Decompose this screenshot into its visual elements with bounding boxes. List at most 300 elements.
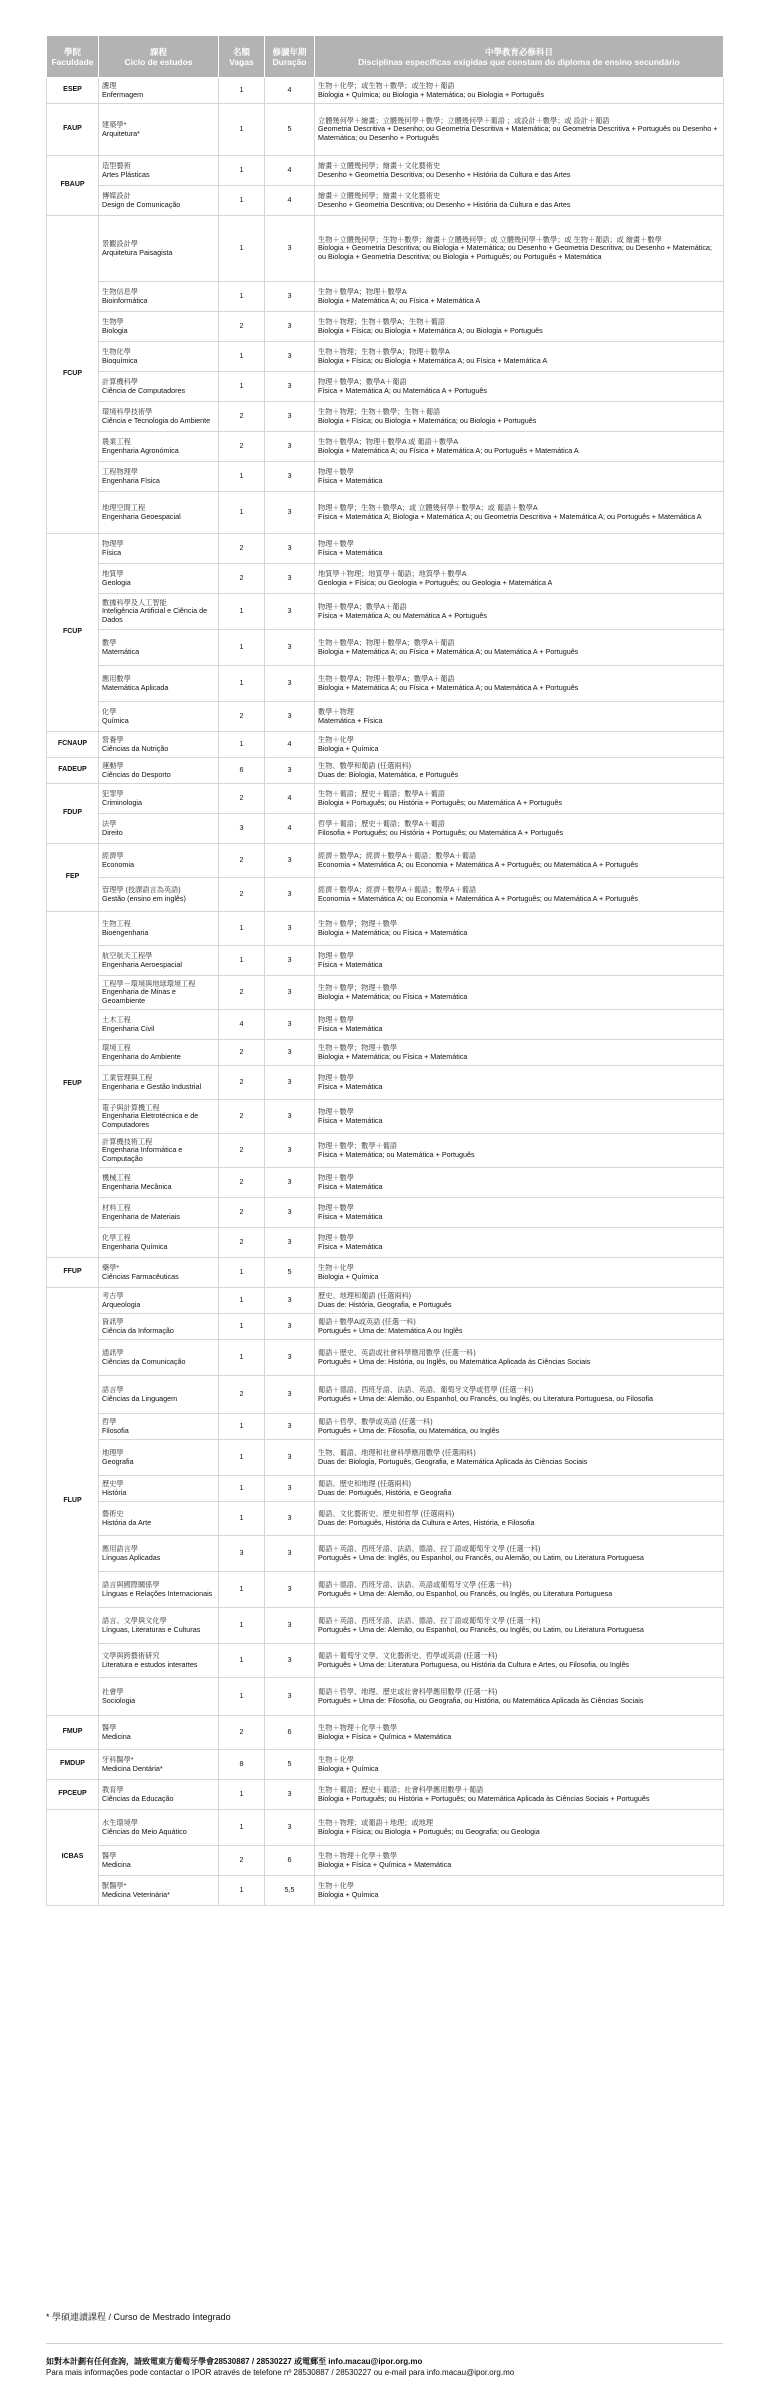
course-name-pt: Matemática Aplicada	[102, 683, 169, 692]
table-row	[47, 946, 724, 976]
course-name-zh: 犯罪學	[102, 789, 124, 798]
course-cell	[99, 1846, 219, 1876]
course-cell	[99, 156, 219, 186]
vacancies-cell: 3	[219, 814, 265, 844]
course-cell	[99, 844, 219, 878]
course-name-zh: 生物工程	[102, 919, 131, 928]
vacancies-cell: 1	[219, 282, 265, 312]
course-name-pt: Bioinformática	[102, 296, 148, 305]
course-name-pt: Biologia	[102, 326, 128, 335]
course-cell	[99, 432, 219, 462]
disciplines-pt: Biologia + Física + Química + Matemática	[318, 1860, 452, 1869]
course-name-pt: Medicina Veterinária*	[102, 1890, 170, 1899]
disciplines-pt: Economia + Matemática A; ou Economia + Matemática A + Português; ou Matemática A + Português	[318, 894, 639, 903]
disciplines-pt: Desenho + Geometria Descritiva; ou Desenho + História da Cultura e das Artes	[318, 170, 571, 179]
disciplines-pt: Biologia + Matemática A; ou Física + Matemática A; ou Matemática A + Português	[318, 647, 579, 656]
disciplines-pt: Filosofia + Português; ou História + Português; ou Matemática A + Português	[318, 828, 564, 837]
header-faculty: 學院 Faculdade	[47, 36, 99, 78]
table-row	[47, 702, 724, 732]
course-cell	[99, 372, 219, 402]
course-cell	[99, 702, 219, 732]
duration-cell: 5	[265, 104, 315, 156]
vacancies-cell: 2	[219, 976, 265, 1010]
disciplines-zh: 葡語＋德語、西班牙語、法語、英語或葡萄牙文學 (任選一科)	[318, 1580, 512, 1589]
course-cell	[99, 1414, 219, 1440]
disciplines-cell	[315, 534, 724, 564]
disciplines-cell	[315, 1846, 724, 1876]
vacancies-cell: 1	[219, 912, 265, 946]
disciplines-cell	[315, 1340, 724, 1376]
table-row	[47, 432, 724, 462]
disciplines-zh: 生物＋物理；生物＋數學；生物＋葡語	[318, 407, 441, 416]
disciplines-zh: 數學＋物理	[318, 707, 354, 716]
table-row	[47, 1258, 724, 1288]
disciplines-pt: Desenho + Geometria Descritiva; ou Desenho + História da Cultura e das Artes	[318, 200, 571, 209]
table-row	[47, 1228, 724, 1258]
course-name-pt: Engenharia do Ambiente	[102, 1052, 181, 1061]
course-name-zh: 生物化學	[102, 347, 131, 356]
course-name-zh: 計算機科學	[102, 377, 138, 386]
duration-cell: 3	[265, 1414, 315, 1440]
disciplines-pt: Português + Uma de: Inglês, ou Espanhol, ou Francês, ou Alemão, ou Latim, ou Literatura Portuguesa	[318, 1553, 644, 1562]
disciplines-pt: Biologia + Português; ou História + Português; ou Matemática A + Português	[318, 798, 562, 807]
vacancies-cell: 2	[219, 844, 265, 878]
course-cell	[99, 878, 219, 912]
faculty-cell: FAUP	[47, 104, 99, 156]
duration-cell: 3	[265, 1678, 315, 1716]
course-cell	[99, 1198, 219, 1228]
course-name-pt: Engenharia Agronómica	[102, 446, 179, 455]
course-name-pt: Ciências do Meio Aquático	[102, 1827, 187, 1836]
course-name-pt: Enfermagem	[102, 90, 144, 99]
disciplines-cell	[315, 1608, 724, 1644]
disciplines-cell	[315, 844, 724, 878]
course-name-zh: 護理	[102, 81, 117, 90]
disciplines-zh: 生物＋數學A；物理＋數學A；數學A＋葡語	[318, 674, 455, 683]
vacancies-cell: 2	[219, 402, 265, 432]
course-cell	[99, 1876, 219, 1906]
disciplines-pt: Biologia + Geometria Descritiva; ou Biologia + Matemática; ou Desenho + Geometria Descritiva; ou Desenho + Matemática; ou Biologia + Geometria Descritiva; ou Biologia + Português; ou Português + Matemática	[318, 244, 712, 261]
course-cell	[99, 758, 219, 784]
course-name-pt: Gestão (ensino em inglês)	[102, 894, 186, 903]
course-cell	[99, 216, 219, 282]
table-row	[47, 1876, 724, 1906]
table-row	[47, 912, 724, 946]
course-cell	[99, 1376, 219, 1414]
duration-cell: 3	[265, 666, 315, 702]
table-row	[47, 1340, 724, 1376]
disciplines-zh: 哲學＋葡語；歷史＋葡語；數學A＋葡語	[318, 819, 445, 828]
contact-info	[46, 2356, 514, 2378]
table-row	[47, 1040, 724, 1066]
disciplines-cell	[315, 1134, 724, 1168]
disciplines-zh: 葡語＋哲學、數學或英語 (任選一科)	[318, 1417, 433, 1426]
disciplines-cell	[315, 1440, 724, 1476]
disciplines-pt: Duas de: Português, História, e Geografia	[318, 1488, 452, 1497]
table-row	[47, 1810, 724, 1846]
course-name-zh: 資訊學	[102, 1317, 124, 1326]
disciplines-pt: Biologia + Matemática A; ou Física + Matemática A; ou Português + Matemática A	[318, 446, 579, 455]
disciplines-cell	[315, 282, 724, 312]
disciplines-pt: Física + Matemática	[318, 1116, 383, 1125]
disciplines-zh: 生物＋化學	[318, 1755, 354, 1764]
course-name-pt: Engenharia Física	[102, 476, 160, 485]
course-name-zh: 傳媒設計	[102, 191, 131, 200]
table-row	[47, 1288, 724, 1314]
vacancies-cell: 1	[219, 1414, 265, 1440]
vacancies-cell: 2	[219, 564, 265, 594]
course-name-zh: 藝術史	[102, 1509, 124, 1518]
disciplines-cell	[315, 594, 724, 630]
disciplines-pt: Física + Matemática; ou Matemática + Português	[318, 1150, 475, 1159]
course-name-zh: 計算機技術工程	[102, 1137, 153, 1146]
course-cell	[99, 78, 219, 104]
disciplines-pt: Biologia + Física; ou Biologia + Matemática A; ou Física + Matemática A	[318, 356, 548, 365]
disciplines-pt: Biologia + Matemática A; ou Física + Matemática A; ou Matemática A + Português	[318, 683, 579, 692]
disciplines-cell	[315, 372, 724, 402]
course-cell	[99, 1678, 219, 1716]
disciplines-pt: Português + Uma de: Literatura Portuguesa, ou História da Cultura e Artes, ou Filosofia, ou Inglês	[318, 1660, 630, 1669]
course-name-pt: Arqueologia	[102, 1300, 141, 1309]
course-name-pt: Ciência de Computadores	[102, 386, 186, 395]
disciplines-cell	[315, 1780, 724, 1810]
disciplines-zh: 生物＋物理；生物＋數學A；生物＋葡語	[318, 317, 445, 326]
disciplines-pt: Biologia + Matemática; ou Física + Matemática	[318, 1052, 468, 1061]
vacancies-cell: 1	[219, 1288, 265, 1314]
course-name-pt: Ciências da Linguagem	[102, 1394, 178, 1403]
vacancies-cell: 1	[219, 78, 265, 104]
disciplines-zh: 生物＋數學；物理＋數學	[318, 1043, 398, 1052]
course-name-pt: Medicina	[102, 1860, 131, 1869]
disciplines-cell	[315, 1476, 724, 1502]
duration-cell: 4	[265, 732, 315, 758]
table-row	[47, 844, 724, 878]
course-name-zh: 醫學	[102, 1851, 117, 1860]
course-cell	[99, 946, 219, 976]
disciplines-zh: 生物＋物理；或葡語＋地理；或地理	[318, 1818, 434, 1827]
disciplines-cell	[315, 1228, 724, 1258]
duration-cell: 4	[265, 814, 315, 844]
faculty-cell: FFUP	[47, 1258, 99, 1288]
disciplines-cell	[315, 1066, 724, 1100]
vacancies-cell: 1	[219, 104, 265, 156]
disciplines-pt: Biologia + Física; ou Biologia + Português; ou Geografia; ou Geologia	[318, 1827, 540, 1836]
contact-pt: Para mais informações pode contactar o IPOR através de telefone nº 28530887 / 28530227 ou e-mail para info.macau@ipor.org.mo	[46, 2368, 515, 2377]
course-cell	[99, 732, 219, 758]
faculty-cell: ESEP	[47, 78, 99, 104]
course-name-pt: Engenharia de Materiais	[102, 1212, 180, 1221]
table-row	[47, 732, 724, 758]
faculty-cell: ICBAS	[47, 1810, 99, 1906]
disciplines-pt: Física + Matemática	[318, 548, 383, 557]
disciplines-cell	[315, 1010, 724, 1040]
table-row	[47, 758, 724, 784]
disciplines-pt: Biologia + Física; ou Biologia + Matemática A; ou Biologia + Português	[318, 326, 543, 335]
table-row	[47, 878, 724, 912]
vacancies-cell: 2	[219, 1066, 265, 1100]
disciplines-cell	[315, 1376, 724, 1414]
disciplines-pt: Física + Matemática	[318, 1242, 383, 1251]
course-name-zh: 運動學	[102, 761, 124, 770]
disciplines-cell	[315, 462, 724, 492]
course-name-pt: Filosofia	[102, 1426, 129, 1435]
duration-cell: 3	[265, 1010, 315, 1040]
table-row	[47, 492, 724, 534]
disciplines-zh: 葡語＋葡萄牙文學、文化藝術史、哲學或英語 (任選一科)	[318, 1651, 498, 1660]
course-cell	[99, 1440, 219, 1476]
disciplines-cell	[315, 702, 724, 732]
faculty-cell: FEUP	[47, 912, 99, 1258]
table-row	[47, 1608, 724, 1644]
duration-cell: 3	[265, 912, 315, 946]
course-name-pt: Bioquímica	[102, 356, 138, 365]
table-row	[47, 156, 724, 186]
faculty-cell: FADEUP	[47, 758, 99, 784]
table-row	[47, 784, 724, 814]
course-cell	[99, 1716, 219, 1750]
disciplines-zh: 葡語＋英語、西班牙語、法語、德語、拉丁語或葡萄牙文學 (任選一科)	[318, 1544, 541, 1553]
disciplines-pt: Física + Matemática	[318, 1024, 383, 1033]
header-course: 課程 Ciclo de estudos	[99, 36, 219, 78]
course-name-pt: Ciência da Informação	[102, 1326, 174, 1335]
course-name-zh: 電子與計算機工程	[102, 1103, 160, 1112]
course-cell	[99, 976, 219, 1010]
disciplines-zh: 生物＋物理；生物＋數學A；物理＋數學A	[318, 347, 450, 356]
table-row	[47, 1134, 724, 1168]
disciplines-cell	[315, 1644, 724, 1678]
course-name-zh: 歷史學	[102, 1479, 124, 1488]
disciplines-zh: 物理＋數學A；數學A＋葡語	[318, 377, 407, 386]
duration-cell: 3	[265, 1100, 315, 1134]
course-cell	[99, 1258, 219, 1288]
disciplines-zh: 經濟＋數學A；經濟＋數學A＋葡語；數學A＋葡語	[318, 851, 477, 860]
vacancies-cell: 2	[219, 1228, 265, 1258]
disciplines-cell	[315, 1750, 724, 1780]
disciplines-zh: 生物＋數學A；物理＋數學A 或 葡語＋數學A	[318, 437, 459, 446]
vacancies-cell: 1	[219, 1678, 265, 1716]
disciplines-cell	[315, 1040, 724, 1066]
course-name-zh: 建築學*	[102, 120, 127, 129]
table-row	[47, 1066, 724, 1100]
course-cell	[99, 1288, 219, 1314]
course-name-zh: 地理學	[102, 1448, 124, 1457]
course-name-pt: Química	[102, 716, 129, 725]
duration-cell: 3	[265, 462, 315, 492]
faculty-cell: FMUP	[47, 1716, 99, 1750]
course-name-zh: 哲學	[102, 1417, 117, 1426]
faculty-cell: FBAUP	[47, 156, 99, 216]
duration-cell: 6	[265, 1846, 315, 1876]
course-cell	[99, 104, 219, 156]
vacancies-cell: 6	[219, 758, 265, 784]
disciplines-zh: 物理＋數學A；數學A＋葡語	[318, 602, 407, 611]
course-name-pt: Engenharia e Gestão Industrial	[102, 1082, 202, 1091]
vacancies-cell: 1	[219, 372, 265, 402]
vacancies-cell: 3	[219, 1536, 265, 1572]
table-row	[47, 104, 724, 156]
disciplines-pt: Física + Matemática	[318, 960, 383, 969]
course-name-zh: 化學工程	[102, 1233, 131, 1242]
course-cell	[99, 492, 219, 534]
disciplines-pt: Duas de: Biologia, Matemática, e Português	[318, 770, 459, 779]
course-name-zh: 數據科學及人工智能	[102, 598, 167, 607]
course-name-pt: Geografia	[102, 1457, 134, 1466]
vacancies-cell: 2	[219, 1376, 265, 1414]
table-header-row	[47, 36, 724, 78]
vacancies-cell: 2	[219, 1716, 265, 1750]
disciplines-zh: 生物＋立體幾何學；生物＋數學；繪畫＋立體幾何學；或 立體幾何學＋數學；或 生物＋葡語；或 繪畫＋數學	[318, 235, 662, 244]
vacancies-cell: 1	[219, 1340, 265, 1376]
vacancies-cell: 2	[219, 1198, 265, 1228]
table-row	[47, 666, 724, 702]
course-cell	[99, 1502, 219, 1536]
disciplines-pt: Português + Uma de: Alemão, ou Espanhol, ou Francês, ou Inglês, ou Literatura Portuguesa	[318, 1589, 613, 1598]
course-name-zh: 物理學	[102, 539, 124, 548]
disciplines-pt: Duas de: História, Geografia, e Português	[318, 1300, 452, 1309]
disciplines-cell	[315, 432, 724, 462]
divider	[46, 2343, 723, 2344]
disciplines-pt: Duas de: Português, História da Cultura e Artes, História, e Filosofia	[318, 1518, 535, 1527]
table-row	[47, 1502, 724, 1536]
duration-cell: 3	[265, 1066, 315, 1100]
disciplines-cell	[315, 156, 724, 186]
contact-zh: 如對本計劃有任何查詢，請致電東方葡萄牙學會28530887 / 28530227 或電郵至 info.macau@ipor.org.mo	[46, 2357, 423, 2366]
disciplines-pt: Português + Uma de: Filosofia, ou Matemática, ou Inglês	[318, 1426, 500, 1435]
course-name-pt: Medicina Dentária*	[102, 1764, 163, 1773]
course-name-zh: 語言學	[102, 1385, 124, 1394]
disciplines-pt: Biologia + Matemática; ou Física + Matemática	[318, 928, 468, 937]
duration-cell: 4	[265, 156, 315, 186]
disciplines-zh: 生物＋化學	[318, 735, 354, 744]
disciplines-cell	[315, 878, 724, 912]
disciplines-cell	[315, 912, 724, 946]
table-row	[47, 342, 724, 372]
course-cell	[99, 1644, 219, 1678]
vacancies-cell: 1	[219, 1876, 265, 1906]
vacancies-cell: 2	[219, 784, 265, 814]
course-name-pt: Ciência e Tecnologia do Ambiente	[102, 416, 211, 425]
disciplines-zh: 生物＋化學	[318, 1263, 354, 1272]
duration-cell: 3	[265, 878, 315, 912]
course-cell	[99, 1750, 219, 1780]
disciplines-cell	[315, 492, 724, 534]
vacancies-cell: 1	[219, 462, 265, 492]
course-name-pt: Artes Plásticas	[102, 170, 150, 179]
course-name-pt: Matemática	[102, 647, 140, 656]
disciplines-zh: 立體幾何學＋繪畫；立體幾何學＋數學；立體幾何學＋葡語 ；或設計＋數學；或 設計＋葡語	[318, 116, 610, 125]
disciplines-pt: Biologia + Matemática; ou Física + Matemática	[318, 992, 468, 1001]
course-name-pt: Línguas Aplicadas	[102, 1553, 161, 1562]
disciplines-cell	[315, 1810, 724, 1846]
table-row	[47, 312, 724, 342]
table-row	[47, 564, 724, 594]
course-cell	[99, 784, 219, 814]
duration-cell: 3	[265, 402, 315, 432]
disciplines-cell	[315, 814, 724, 844]
course-name-zh: 管理學 (授課語言為英語)	[102, 885, 181, 894]
faculty-cell: FCUP	[47, 216, 99, 534]
course-name-pt: Línguas e Relações Internacionais	[102, 1589, 213, 1598]
course-name-pt: Design de Comunicação	[102, 200, 181, 209]
faculty-cell: FDUP	[47, 784, 99, 844]
table-row	[47, 282, 724, 312]
disciplines-pt: Geologia + Física; ou Geologia + Português; ou Geologia + Matemática A	[318, 578, 553, 587]
course-cell	[99, 666, 219, 702]
course-cell	[99, 1608, 219, 1644]
disciplines-cell	[315, 630, 724, 666]
duration-cell: 3	[265, 216, 315, 282]
table-row	[47, 1476, 724, 1502]
faculty-cell: FCUP	[47, 534, 99, 732]
disciplines-pt: Português + Uma de: Alemão, ou Espanhol, ou Francês, ou Inglês, ou Literatura Portuguesa, ou Filosofia	[318, 1394, 654, 1403]
vacancies-cell: 1	[219, 1314, 265, 1340]
disciplines-pt: Geometria Descritiva + Desenho; ou Geometria Descritiva + Matemática; ou Geometria Descritiva + Português ou Desenho + Matemática; ou Desenho + Português	[318, 125, 718, 142]
table-row	[47, 1644, 724, 1678]
course-name-zh: 航空航天工程學	[102, 951, 153, 960]
duration-cell: 3	[265, 1168, 315, 1198]
duration-cell: 3	[265, 1572, 315, 1608]
vacancies-cell: 1	[219, 1440, 265, 1476]
course-name-zh: 工程學－環境與地球環境工程	[102, 979, 196, 988]
course-cell	[99, 342, 219, 372]
vacancies-cell: 2	[219, 432, 265, 462]
duration-cell: 3	[265, 1502, 315, 1536]
vacancies-cell: 1	[219, 492, 265, 534]
course-name-pt: Bioengenharia	[102, 928, 149, 937]
disciplines-pt: Biologia + Química	[318, 1272, 379, 1281]
course-name-zh: 環境科學技術學	[102, 407, 153, 416]
table-row	[47, 1440, 724, 1476]
course-cell	[99, 1134, 219, 1168]
course-name-pt: Criminologia	[102, 798, 142, 807]
duration-cell: 3	[265, 1476, 315, 1502]
disciplines-zh: 葡語＋哲學、地理、歷史或社會科學應用數學 (任選一科)	[318, 1687, 498, 1696]
course-name-zh: 造型藝術	[102, 161, 131, 170]
vacancies-cell: 2	[219, 1040, 265, 1066]
faculty-cell: FCNAUP	[47, 732, 99, 758]
table-row	[47, 1678, 724, 1716]
disciplines-zh: 生物、數學和葡語 (任選兩科)	[318, 761, 412, 770]
duration-cell: 3	[265, 758, 315, 784]
table-row	[47, 814, 724, 844]
disciplines-zh: 生物＋物理＋化學＋數學	[318, 1723, 398, 1732]
table-row	[47, 1536, 724, 1572]
course-name-pt: Engenharia Eletrotécnica e de Computadores	[102, 1112, 199, 1129]
course-name-zh: 醫學	[102, 1723, 117, 1732]
disciplines-cell	[315, 342, 724, 372]
course-name-pt: Economia	[102, 860, 134, 869]
disciplines-zh: 生物＋化學；或生物＋數學；或生物＋葡語	[318, 81, 455, 90]
course-cell	[99, 814, 219, 844]
vacancies-cell: 2	[219, 534, 265, 564]
course-name-zh: 生物信息學	[102, 287, 138, 296]
disciplines-zh: 生物＋葡語；歷史＋葡語；數學A＋葡語	[318, 789, 445, 798]
vacancies-cell: 8	[219, 1750, 265, 1780]
disciplines-pt: Física + Matemática	[318, 1212, 383, 1221]
table-row	[47, 186, 724, 216]
disciplines-pt: Biologia + Português; ou História + Português; ou Matemática Aplicada às Ciências Sociais + Português	[318, 1794, 650, 1803]
duration-cell: 3	[265, 976, 315, 1010]
disciplines-cell	[315, 402, 724, 432]
header-vacancies: 名額 Vagas	[219, 36, 265, 78]
duration-cell: 3	[265, 1536, 315, 1572]
course-cell	[99, 630, 219, 666]
vacancies-cell: 1	[219, 630, 265, 666]
duration-cell: 5,5	[265, 1876, 315, 1906]
disciplines-pt: Física + Matemática	[318, 1082, 383, 1091]
disciplines-pt: Física + Matemática A; ou Matemática A + Português	[318, 611, 487, 620]
disciplines-pt: Português + Uma de: História, ou Inglês, ou Matemática Aplicada às Ciências Sociais	[318, 1357, 591, 1366]
